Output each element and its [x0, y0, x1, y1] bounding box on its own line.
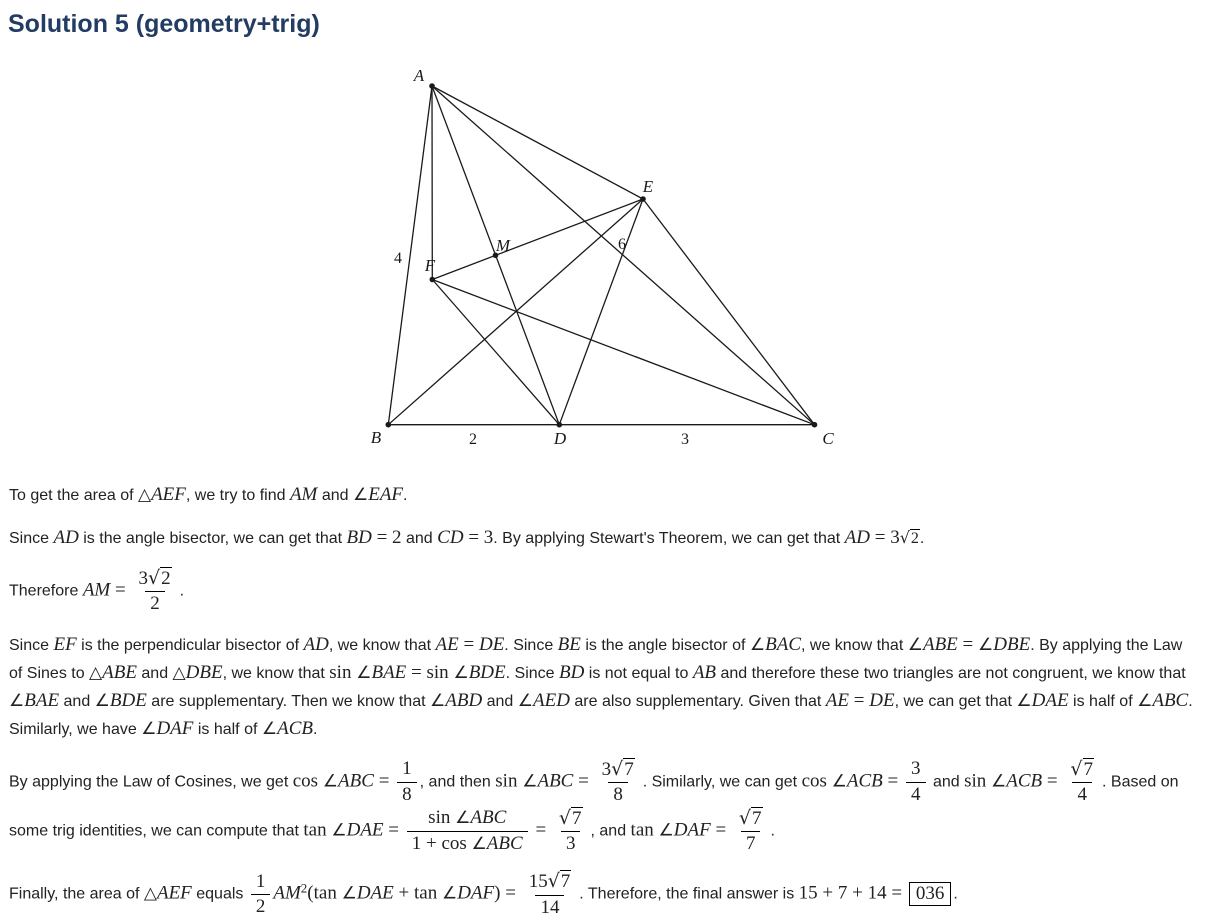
radical-icon: √ — [611, 758, 623, 780]
text-run: are also supplementary. Given that — [570, 693, 826, 710]
math-italic: BAE — [24, 690, 59, 711]
math-superscript: 2 — [301, 881, 308, 896]
math-roman: 2 — [150, 593, 160, 614]
text-run: . — [953, 886, 957, 903]
math-fraction — [524, 870, 577, 919]
math-roman: = — [459, 634, 479, 655]
math-italic: ABC — [470, 807, 506, 828]
solution-text — [8, 481, 1204, 919]
math-symbol: ∠ — [978, 635, 993, 655]
math-sqrt — [548, 871, 572, 892]
math-italic: AEF — [157, 883, 192, 904]
math-symbol: ∠ — [750, 635, 765, 655]
fraction-denominator — [407, 831, 528, 855]
text-run: is not equal to — [584, 665, 693, 682]
math-symbol: ∠ — [518, 691, 533, 711]
label-length-BD: 2 — [469, 431, 477, 448]
fraction-denominator — [608, 782, 628, 806]
math-italic: AE — [826, 690, 849, 711]
math-roman: tan — [631, 819, 659, 840]
math-symbol: △ — [173, 663, 186, 683]
math-roman: 3 — [138, 568, 148, 589]
segment-ED — [559, 199, 643, 425]
math-fraction — [251, 871, 271, 919]
fraction-denominator — [1072, 782, 1092, 806]
math-fraction — [597, 758, 640, 807]
math-symbol: △ — [138, 485, 151, 505]
math-italic: EAF — [368, 484, 403, 505]
text-run: equals — [192, 886, 248, 903]
fraction-numerator — [251, 871, 271, 894]
segment-AC — [432, 86, 815, 425]
text-run: and — [482, 693, 518, 710]
math-italic: DAF — [674, 819, 711, 840]
diagram-svg — [360, 57, 852, 457]
math-italic: BD — [347, 527, 372, 548]
text-run: , we know that — [223, 665, 330, 682]
segment-EC — [643, 199, 815, 425]
text-run: . By applying Stewart's Theorem, we can get that — [493, 530, 844, 547]
math-roman: = — [1042, 770, 1062, 791]
math-fraction — [554, 807, 588, 856]
math-roman: = — [531, 819, 551, 840]
math-italic: AD — [845, 527, 870, 548]
text-run: . Since — [504, 637, 557, 654]
math-italic: ACB — [277, 718, 313, 739]
math-symbol: ∠ — [430, 691, 445, 711]
math-italic: ABD — [445, 690, 482, 711]
math-italic: BDE — [110, 690, 147, 711]
math-symbol: ∠ — [522, 771, 537, 791]
text-run: , and then — [420, 773, 496, 790]
math-fraction — [906, 758, 926, 806]
radicand: 7 — [751, 807, 763, 829]
fraction-numerator — [1065, 758, 1099, 782]
math-roman: ) = — [494, 883, 521, 904]
math-symbol: ∠ — [9, 691, 24, 711]
math-roman: = 3 — [464, 527, 494, 548]
math-roman: 3 — [566, 833, 576, 854]
math-roman: 1 + cos — [412, 833, 472, 854]
text-run: and — [137, 665, 173, 682]
math-roman: = — [958, 634, 978, 655]
radicand: 7 — [560, 870, 572, 892]
math-roman: 4 — [911, 784, 921, 805]
text-run: are supplementary. Then we know that — [147, 693, 430, 710]
text-run: By applying the Law of Cosines, we get — [9, 773, 293, 790]
math-italic: DAE — [357, 883, 394, 904]
math-roman: 4 — [1077, 784, 1087, 805]
radical-icon: √ — [900, 528, 910, 547]
math-symbol: ∠ — [1016, 691, 1031, 711]
fraction-denominator — [535, 895, 564, 919]
math-roman: = — [573, 770, 593, 791]
math-italic: AE — [436, 634, 459, 655]
section-title: Solution 5 (geometry+trig) — [8, 10, 1204, 39]
math-italic: DBE — [993, 634, 1030, 655]
fraction-numerator — [423, 807, 511, 830]
math-italic: AED — [533, 690, 570, 711]
radical-icon: √ — [548, 870, 560, 892]
math-roman: 2 — [256, 896, 266, 917]
label-B: B — [371, 428, 382, 447]
math-roman: sin — [428, 807, 455, 828]
text-run: and — [317, 487, 353, 504]
math-italic: AD — [303, 634, 328, 655]
math-fraction — [133, 567, 176, 616]
text-run: . Therefore, the final answer is — [579, 886, 798, 903]
math-fraction — [1065, 758, 1099, 807]
geometry-diagram — [8, 57, 1204, 457]
math-fraction — [407, 807, 528, 855]
math-symbol: ∠ — [353, 485, 368, 505]
math-symbol: ∠ — [832, 771, 847, 791]
math-italic: AEF — [151, 484, 186, 505]
math-italic: DE — [479, 634, 504, 655]
math-sqrt — [148, 568, 172, 589]
math-roman: sin — [329, 662, 356, 683]
math-italic: ABC — [537, 770, 573, 791]
text-run: and therefore these two triangles are not congruent, we know that — [716, 665, 1186, 682]
math-symbol: ∠ — [455, 808, 470, 828]
fraction-denominator — [145, 591, 165, 615]
math-roman: = 3 — [870, 527, 900, 548]
radicand: 7 — [571, 807, 583, 829]
paragraph — [9, 567, 1200, 616]
fraction-denominator — [251, 894, 271, 918]
math-roman: sin — [495, 770, 522, 791]
text-run: , we know that — [801, 637, 908, 654]
fraction-denominator — [561, 831, 581, 855]
math-italic: AD — [53, 527, 78, 548]
math-symbol: ∠ — [453, 663, 468, 683]
math-symbol: ∠ — [1137, 691, 1152, 711]
math-roman: cos — [293, 770, 323, 791]
math-sqrt — [559, 808, 583, 829]
segment-EF — [432, 199, 643, 280]
math-roman: = 2 — [372, 527, 402, 548]
math-roman: 1 — [402, 758, 412, 779]
radical-icon: √ — [739, 807, 751, 829]
radicand: 7 — [1083, 758, 1095, 780]
text-run: is half of — [1069, 693, 1137, 710]
math-roman: = — [711, 819, 731, 840]
boxed-answer: 036 — [909, 882, 952, 906]
fraction-numerator — [597, 758, 640, 782]
math-roman: 7 — [746, 833, 756, 854]
text-run: Therefore — [9, 583, 83, 600]
math-symbol: ∠ — [991, 771, 1006, 791]
math-italic: ACB — [847, 770, 883, 791]
text-run: . Similarly, we have — [9, 693, 1193, 738]
text-run: . By applying the Law of Sines to — [9, 637, 1182, 682]
math-symbol: ∠ — [141, 719, 156, 739]
text-run: . Since — [506, 665, 559, 682]
fraction-numerator — [554, 807, 588, 831]
math-symbol: △ — [89, 663, 102, 683]
math-italic: AM — [273, 883, 300, 904]
math-roman: = — [849, 690, 869, 711]
label-length-AB: 4 — [394, 250, 402, 267]
math-roman: sin — [964, 770, 991, 791]
math-roman: 8 — [402, 784, 412, 805]
text-run: , we try to find — [186, 487, 290, 504]
text-run: . — [920, 530, 924, 547]
fraction-numerator — [524, 870, 577, 894]
math-italic: AM — [290, 484, 317, 505]
math-italic: ABC — [1152, 690, 1188, 711]
label-F: F — [424, 256, 436, 275]
text-run: Finally, the area of — [9, 886, 144, 903]
math-italic: ABC — [487, 833, 523, 854]
math-symbol: ∠ — [323, 771, 338, 791]
math-italic: BAC — [765, 634, 801, 655]
label-C: C — [822, 429, 834, 448]
segment-AE — [432, 86, 643, 199]
radicand: 2 — [910, 529, 920, 547]
math-symbol: ∠ — [659, 820, 674, 840]
radicand: 7 — [623, 758, 635, 780]
fraction-denominator — [741, 831, 761, 855]
math-symbol: ∠ — [442, 884, 457, 904]
math-roman: = sin — [406, 662, 453, 683]
label-length-DC: 3 — [681, 431, 689, 448]
text-run: is the angle bisector, we can get that — [79, 530, 347, 547]
math-italic: CD — [437, 527, 463, 548]
text-run: . — [771, 822, 775, 839]
label-E: E — [642, 177, 654, 196]
math-roman: = — [110, 580, 130, 601]
fraction-numerator — [734, 807, 768, 831]
math-italic: ABE — [923, 634, 958, 655]
point-C — [812, 422, 818, 428]
math-roman: 3 — [602, 759, 612, 780]
text-run: is the angle bisector of — [581, 637, 750, 654]
math-roman: cos — [802, 770, 832, 791]
math-fraction — [734, 807, 768, 856]
radical-icon: √ — [148, 567, 160, 589]
math-sqrt — [611, 759, 635, 780]
text-run: , we can get that — [895, 693, 1017, 710]
point-D — [557, 422, 563, 428]
radicand: 2 — [160, 567, 172, 589]
text-run: To get the area of — [9, 487, 138, 504]
math-italic: BAE — [371, 662, 406, 683]
math-roman: (tan — [307, 883, 341, 904]
math-symbol: ∠ — [95, 691, 110, 711]
text-run: . — [180, 583, 184, 600]
paragraph — [9, 631, 1200, 743]
point-F — [430, 277, 436, 283]
text-run: and — [402, 530, 438, 547]
math-roman: 14 — [540, 897, 559, 918]
math-roman: = — [374, 770, 394, 791]
math-roman: tan — [303, 819, 331, 840]
math-italic: DAF — [156, 718, 193, 739]
math-symbol: ∠ — [331, 820, 346, 840]
text-run: Since — [9, 637, 53, 654]
math-italic: EF — [53, 634, 76, 655]
radical-icon: √ — [1070, 758, 1082, 780]
math-italic: DAF — [457, 883, 494, 904]
label-M: M — [495, 236, 511, 255]
fraction-numerator — [397, 758, 417, 781]
math-roman: = — [883, 770, 903, 791]
label-D: D — [553, 429, 567, 448]
math-italic: DAE — [347, 819, 384, 840]
math-sqrt — [900, 530, 920, 547]
paragraph — [9, 524, 1200, 552]
math-italic: AM — [83, 580, 110, 601]
text-run: is half of — [193, 721, 261, 738]
math-roman: + tan — [394, 883, 442, 904]
text-run: , and — [591, 822, 631, 839]
point-B — [386, 422, 392, 428]
math-symbol: ∠ — [472, 834, 487, 854]
point-E — [640, 196, 646, 202]
math-italic: DE — [869, 690, 894, 711]
segment-FD — [432, 280, 559, 425]
math-italic: BE — [558, 634, 581, 655]
math-symbol: △ — [144, 884, 157, 904]
math-italic: ABE — [102, 662, 137, 683]
fraction-denominator — [397, 782, 417, 806]
text-run: Since — [9, 530, 53, 547]
fraction-numerator — [906, 758, 926, 781]
math-roman: = — [384, 819, 404, 840]
math-sqrt — [739, 808, 763, 829]
label-length-AC: 6 — [618, 236, 626, 253]
math-symbol: ∠ — [356, 663, 371, 683]
math-symbol: ∠ — [262, 719, 277, 739]
text-run: and — [929, 773, 965, 790]
text-run: . Based on some trig identities, we can compute that — [9, 773, 1179, 839]
math-fraction — [397, 758, 417, 806]
math-italic: BDE — [469, 662, 506, 683]
math-roman: 15 + 7 + 14 = — [799, 883, 907, 904]
math-symbol: ∠ — [908, 635, 923, 655]
paragraph — [9, 870, 1200, 919]
point-A — [429, 83, 435, 89]
text-run: is the perpendicular bisector of — [77, 637, 304, 654]
math-italic: AB — [693, 662, 716, 683]
math-italic: ABC — [338, 770, 374, 791]
math-italic: BD — [559, 662, 584, 683]
math-sqrt — [1070, 759, 1094, 780]
fraction-numerator — [133, 567, 176, 591]
math-roman: 3 — [911, 758, 921, 779]
math-symbol: ∠ — [342, 884, 357, 904]
math-italic: DAE — [1032, 690, 1069, 711]
text-run: . Similarly, we can get — [643, 773, 802, 790]
radical-icon: √ — [559, 807, 571, 829]
math-roman: 1 — [256, 871, 266, 892]
text-run: , we know that — [329, 637, 436, 654]
paragraph — [9, 481, 1200, 509]
math-roman: 8 — [613, 784, 623, 805]
segment-FC — [432, 280, 814, 425]
text-run: and — [59, 693, 95, 710]
text-run: . — [403, 487, 407, 504]
paragraph — [9, 758, 1200, 856]
math-roman: 15 — [529, 871, 548, 892]
math-italic: DBE — [186, 662, 223, 683]
math-italic: ACB — [1006, 770, 1042, 791]
label-A: A — [413, 66, 425, 85]
text-run: . — [313, 721, 317, 738]
fraction-denominator — [906, 782, 926, 806]
